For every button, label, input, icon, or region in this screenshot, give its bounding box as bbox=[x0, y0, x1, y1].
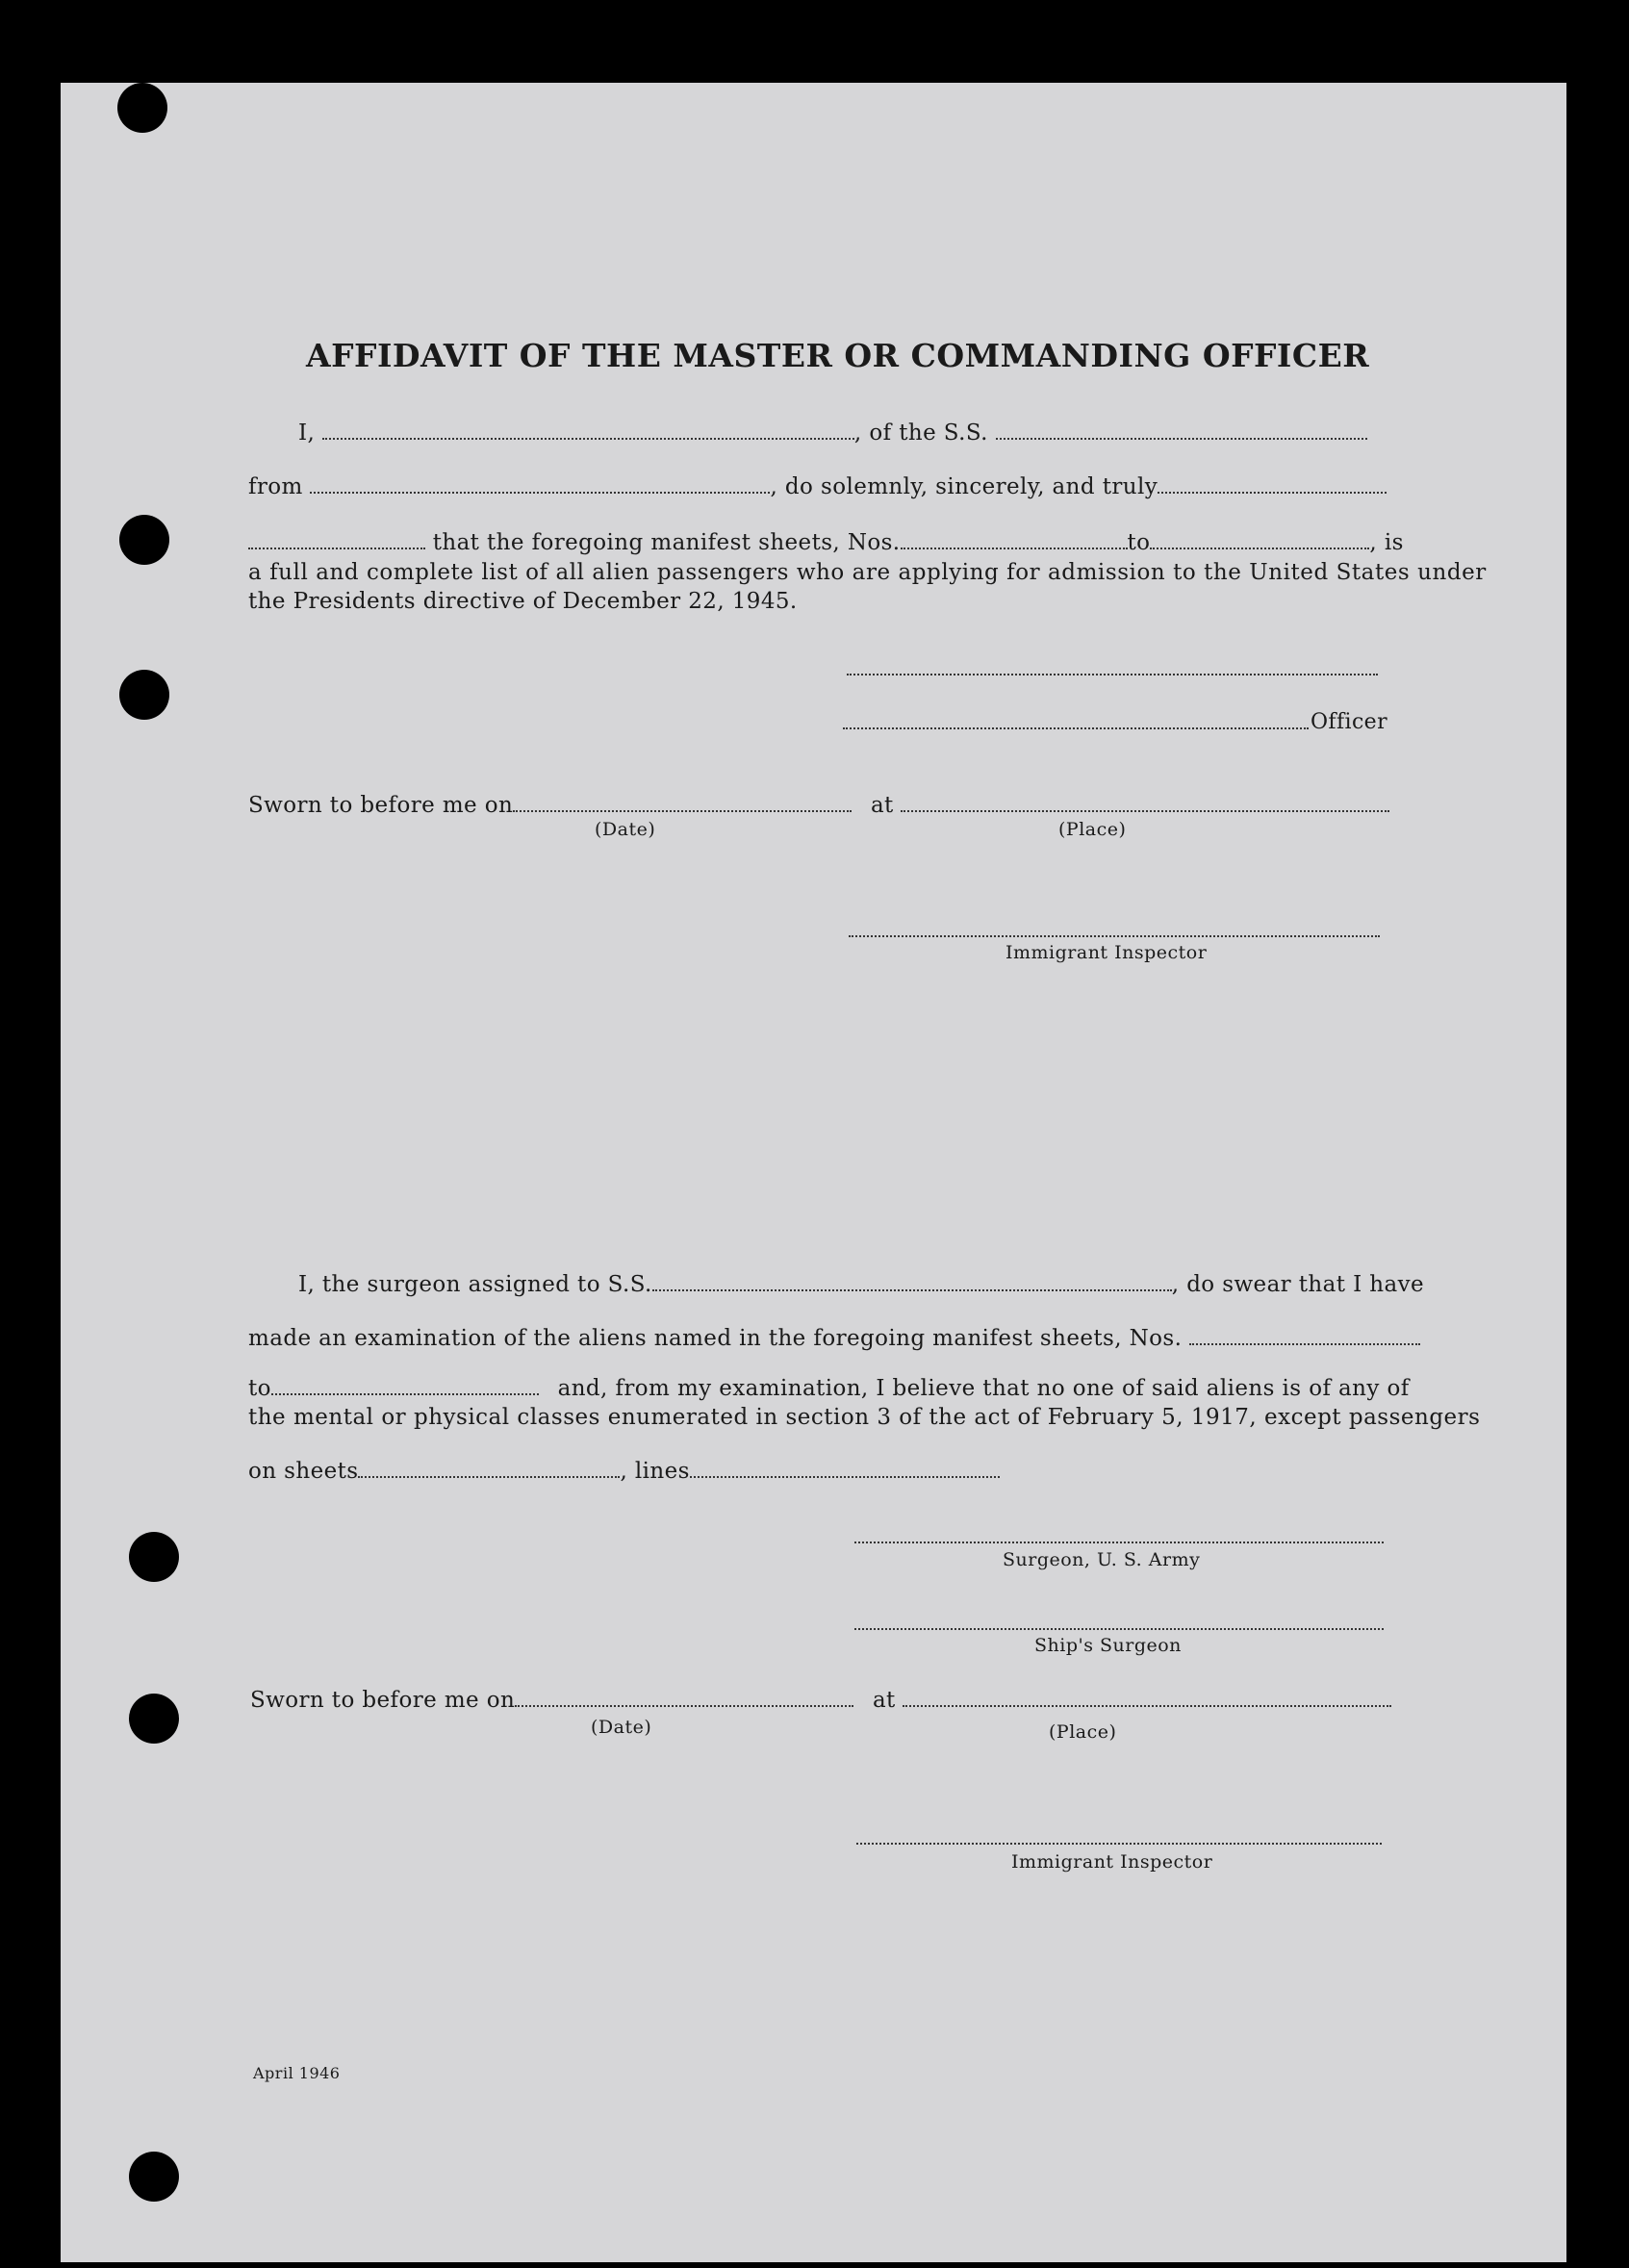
surgeon-l2-label: made an examination of the aliens named in the foregoing manifest sheets, Nos. bbox=[248, 1326, 1183, 1351]
surgeon-line-1 bbox=[298, 1272, 1424, 1297]
officer-caption: Officer bbox=[1311, 710, 1388, 734]
master-l2-label-a: from bbox=[248, 474, 303, 499]
punch-hole bbox=[119, 670, 169, 720]
punch-hole bbox=[129, 2152, 179, 2202]
surgeon-l5-label-a: on sheets bbox=[248, 1459, 359, 1484]
form-title: AFFIDAVIT OF THE MASTER OR COMMANDING OFFICER bbox=[306, 337, 1370, 374]
surgeon-place-caption: (Place) bbox=[1049, 1721, 1117, 1743]
master-line-3 bbox=[248, 530, 1404, 555]
master-l3-label-c: , is bbox=[1369, 530, 1404, 555]
surgeon-nos-from-field[interactable] bbox=[1189, 1336, 1420, 1345]
surgeon-at-label: at bbox=[872, 1688, 896, 1713]
surgeon-l5-label-b: , lines bbox=[620, 1459, 690, 1484]
master-sworn-line bbox=[248, 793, 1389, 818]
surgeon-line-4: the mental or physical classes enumerated in section 3 of the act of February 5, 1917, except passengers bbox=[248, 1405, 1481, 1430]
punch-hole bbox=[117, 83, 167, 133]
master-line-2 bbox=[248, 474, 1387, 499]
surgeon-l1-label-a: I, the surgeon assigned to S.S. bbox=[298, 1272, 652, 1297]
surgeon-l1-label-b: , do swear that I have bbox=[1171, 1272, 1425, 1297]
master-name-field[interactable] bbox=[322, 430, 854, 440]
surgeon-inspector-caption: Immigrant Inspector bbox=[1011, 1851, 1213, 1873]
master-line-5: the Presidents directive of December 22, 1945. bbox=[248, 589, 798, 614]
master-line-4: a full and complete list of all alien passengers who are applying for admission to the United States under bbox=[248, 560, 1487, 585]
master-l3-label-a: that the foregoing manifest sheets, Nos. bbox=[432, 530, 901, 555]
master-sworn-date-field[interactable] bbox=[513, 803, 852, 812]
master-place-caption: (Place) bbox=[1058, 819, 1127, 840]
form-sheet bbox=[61, 83, 1566, 2262]
surgeon-line-3 bbox=[248, 1376, 1410, 1401]
master-oath-field[interactable] bbox=[1158, 484, 1387, 494]
master-sworn-label: Sworn to before me on bbox=[248, 793, 514, 818]
surgeon-l3-label-a: to bbox=[248, 1376, 271, 1401]
punch-hole bbox=[129, 1694, 179, 1744]
surgeon-line-5 bbox=[248, 1459, 1000, 1484]
master-line-1 bbox=[298, 420, 1367, 446]
master-at-label: at bbox=[870, 793, 894, 818]
master-l1-label-a: I, bbox=[298, 420, 316, 446]
master-l2-label-b: , do solemnly, sincerely, and truly bbox=[770, 474, 1158, 499]
surgeon-ship-field[interactable] bbox=[652, 1282, 1172, 1291]
surgeon-sworn-line bbox=[250, 1688, 1391, 1713]
surgeon-l3-label-b: and, from my examination, I believe that no one of said aliens is of any of bbox=[557, 1376, 1410, 1401]
ship-surgeon-caption: Ship's Surgeon bbox=[1034, 1635, 1182, 1656]
punch-hole bbox=[119, 515, 169, 565]
master-date-caption: (Date) bbox=[595, 819, 656, 840]
surgeon-line-2 bbox=[248, 1326, 1420, 1351]
master-declare-field[interactable] bbox=[248, 540, 425, 549]
army-surgeon-signature-line[interactable] bbox=[854, 1542, 1384, 1543]
ship-surgeon-signature-line[interactable] bbox=[854, 1628, 1384, 1630]
master-from-field[interactable] bbox=[310, 484, 770, 494]
master-sworn-place-field[interactable] bbox=[901, 803, 1389, 812]
surgeon-sworn-place-field[interactable] bbox=[903, 1697, 1391, 1707]
master-l3-label-b: to bbox=[1127, 530, 1151, 555]
master-l1-label-b: , of the S.S. bbox=[853, 420, 988, 446]
officer-signature-line[interactable] bbox=[843, 727, 1309, 729]
master-inspector-caption: Immigrant Inspector bbox=[1005, 942, 1208, 963]
surgeon-sheets-field[interactable] bbox=[358, 1468, 620, 1478]
master-signature-line[interactable] bbox=[847, 674, 1378, 675]
master-nos-from-field[interactable] bbox=[901, 540, 1128, 549]
master-inspector-signature-line[interactable] bbox=[849, 935, 1380, 937]
surgeon-date-caption: (Date) bbox=[591, 1717, 652, 1738]
punch-hole bbox=[129, 1532, 179, 1582]
surgeon-sworn-label: Sworn to before me on bbox=[250, 1688, 516, 1713]
form-date-footer: April 1946 bbox=[253, 2064, 341, 2082]
surgeon-inspector-signature-line[interactable] bbox=[856, 1843, 1382, 1845]
master-nos-to-field[interactable] bbox=[1150, 540, 1369, 549]
surgeon-sworn-date-field[interactable] bbox=[515, 1697, 853, 1707]
army-surgeon-caption: Surgeon, U. S. Army bbox=[1003, 1549, 1201, 1570]
surgeon-lines-field[interactable] bbox=[690, 1468, 1000, 1478]
master-ship-field[interactable] bbox=[996, 430, 1367, 440]
surgeon-nos-to-field[interactable] bbox=[271, 1386, 539, 1395]
